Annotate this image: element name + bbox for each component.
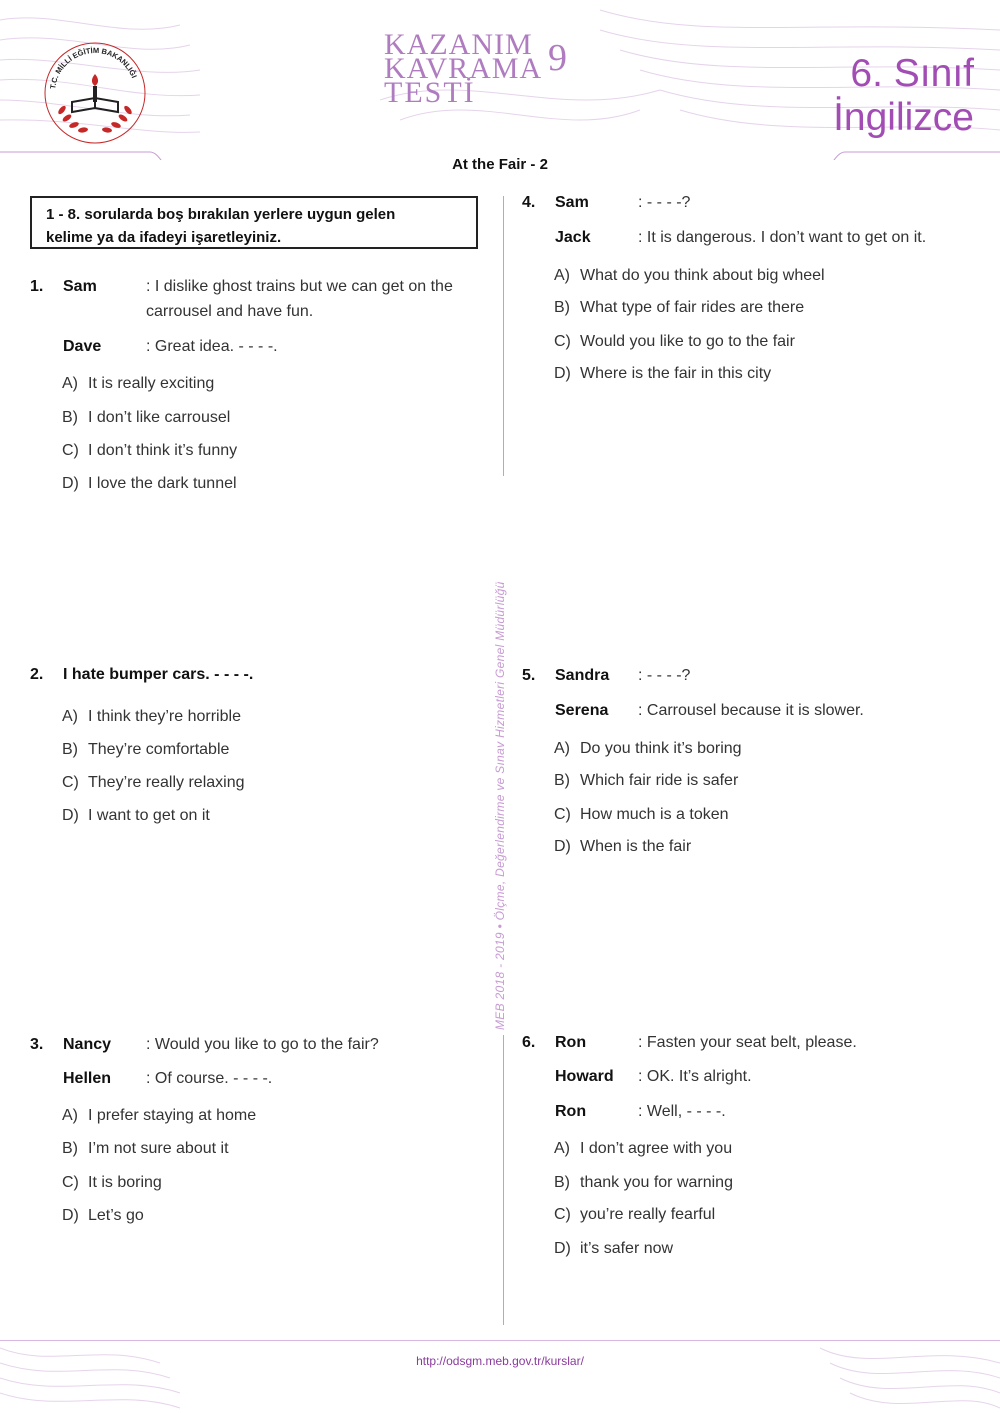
speaker: Howard (555, 1068, 614, 1085)
option-d[interactable]: D) I love the dark tunnel (62, 475, 237, 492)
dialogue-line: : - - - -? (638, 667, 691, 684)
option-d[interactable]: D) it’s safer now (554, 1240, 674, 1257)
question-2 (30, 666, 490, 836)
question-number: 5. (522, 667, 536, 684)
test-title (384, 30, 542, 108)
dialogue-line: : Carrousel because it is slower. (638, 702, 864, 719)
question-1 (30, 278, 490, 508)
grade-subject (833, 52, 974, 139)
dialogue-line: : Of course. - - - -. (146, 1070, 273, 1087)
dialogue-line: : OK. It’s alright. (638, 1068, 752, 1085)
speaker: Hellen (63, 1070, 112, 1087)
option-b[interactable]: B) Which fair ride is safer (554, 772, 739, 789)
option-d[interactable]: D) I want to get on it (62, 807, 210, 824)
column-divider-bottom (503, 1035, 504, 1325)
option-d[interactable]: D) Where is the fair in this city (554, 365, 772, 382)
title-line-3: TESTİ (384, 76, 476, 109)
question-number: 1. (30, 278, 44, 295)
option-c[interactable]: C) How much is a token (554, 806, 729, 823)
speaker: Sam (63, 278, 97, 295)
option-b[interactable]: B) I’m not sure about it (62, 1140, 229, 1157)
option-b[interactable]: B) They’re comfortable (62, 741, 230, 758)
speaker: Dave (63, 338, 102, 355)
instructions-line-2: kelime ya da ifadeyi işaretleyiniz. (46, 229, 282, 246)
option-a[interactable]: A) I think they’re horrible (62, 708, 241, 725)
question-number: 3. (30, 1036, 44, 1053)
question-stem: I hate bumper cars. - - - -. (63, 666, 254, 683)
subject-label: İngilizce (833, 95, 974, 139)
title-line-2: KAVRAMA (384, 52, 543, 85)
footer-rule (0, 1340, 1000, 1341)
dialogue-line: : - - - -? (638, 194, 691, 211)
dialogue-line: : Well, - - - -. (638, 1103, 726, 1120)
option-b[interactable]: B) I don’t like carrousel (62, 409, 231, 426)
option-c[interactable]: C) It is boring (62, 1174, 162, 1191)
option-a[interactable]: A) Do you think it’s boring (554, 740, 742, 757)
option-b[interactable]: B) What type of fair rides are there (554, 299, 805, 316)
dialogue-line: : Would you like to go to the fair? (146, 1036, 379, 1053)
question-number: 4. (522, 194, 536, 211)
speaker: Jack (555, 229, 591, 246)
speaker: Ron (555, 1034, 587, 1051)
question-3 (30, 1036, 490, 1236)
option-b[interactable]: B) thank you for warning (554, 1174, 733, 1191)
speaker: Serena (555, 702, 609, 719)
title-line-1: KAZANIM (384, 28, 533, 61)
speaker: Sandra (555, 667, 610, 684)
topic-title: At the Fair - 2 (452, 156, 548, 173)
dialogue-line: : It is dangerous. I don’t want to get on it. (638, 229, 927, 246)
dialogue-line: : Great idea. - - - -. (146, 338, 278, 355)
speaker: Sam (555, 194, 589, 211)
option-a[interactable]: A) I prefer staying at home (62, 1107, 257, 1124)
dialogue-line: : Fasten your seat belt, please. (638, 1034, 857, 1051)
footer-url-link[interactable]: http://odsgm.meb.gov.tr/kurslar/ (416, 1354, 584, 1368)
meb-logo (42, 40, 148, 146)
option-d[interactable]: D) Let’s go (62, 1207, 144, 1224)
footer-decoration (0, 1338, 1000, 1413)
instructions-line-1: 1 - 8. sorularda boş bırakılan yerlere uygun gelen (46, 206, 396, 223)
instructions-box (30, 196, 478, 249)
speaker: Ron (555, 1103, 587, 1120)
dialogue-line: carrousel and have fun. (146, 303, 314, 320)
option-a[interactable]: A) It is really exciting (62, 375, 215, 392)
option-c[interactable]: C) They’re really relaxing (62, 774, 245, 791)
question-number: 2. (30, 666, 44, 683)
option-c[interactable]: C) Would you like to go to the fair (554, 333, 795, 350)
speaker: Nancy (63, 1036, 112, 1053)
question-6 (522, 1034, 982, 1264)
question-4 (522, 194, 982, 394)
side-caption: MEB 2018 - 2019 • Ölçme, Değerlendirme ve Sınav Hizmetleri Genel Müdürlüğü (493, 581, 507, 1030)
column-divider-top (503, 196, 504, 476)
option-a[interactable]: A) I don’t agree with you (554, 1140, 733, 1157)
question-number: 6. (522, 1034, 536, 1051)
option-a[interactable]: A) What do you think about big wheel (554, 267, 825, 284)
dialogue-line: : I dislike ghost trains but we can get on the (146, 278, 453, 295)
option-c[interactable]: C) I don’t think it’s funny (62, 442, 238, 459)
option-d[interactable]: D) When is the fair (554, 838, 692, 855)
logo-ring-text: T.C. MİLLİ EĞİTİM BAKANLIĞI (48, 45, 139, 90)
question-5 (522, 667, 982, 867)
grade-label: 6. Sınıf (850, 52, 974, 95)
test-number: 9 (548, 37, 567, 79)
option-c[interactable]: C) you’re really fearful (554, 1206, 716, 1223)
